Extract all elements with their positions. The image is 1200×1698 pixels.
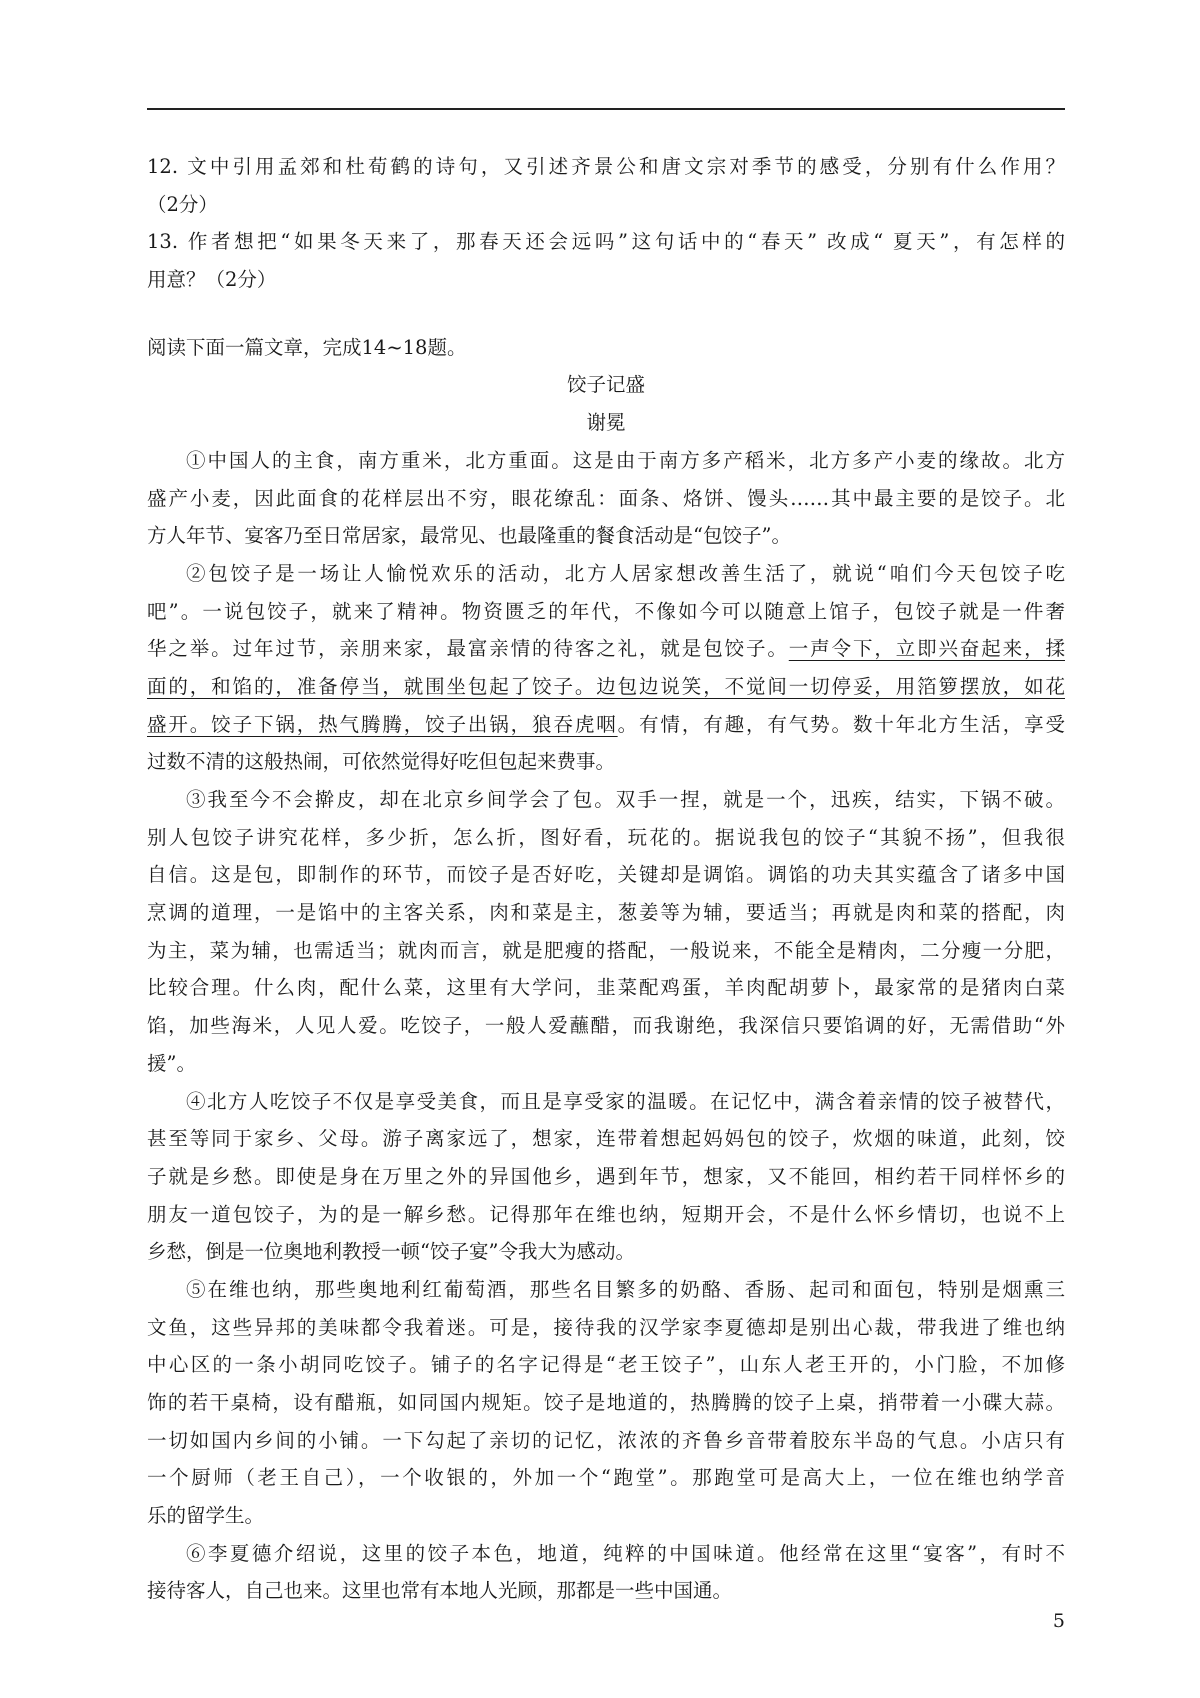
question-13-line-1: 13. 作者想把“如果冬天来了，那春天还会远吗”这句话中的“春天” 改成“ 夏天”，有怎样的 [147,230,1065,254]
paragraph-3-line-6: 比较合理。什么肉，配什么菜，这里有大学问，韭菜配鸡蛋，羊肉配胡萝卜，最家常的是猪肉白菜 [147,976,1065,1000]
paragraph-1 [147,442,1065,555]
paragraph-1-line-1: ①中国人的主食，南方重米，北方重面。这是由于南方多产稻米，北方多产小麦的缘故。北方 [186,448,1065,472]
paragraph-6 [147,1535,1065,1610]
question-13 [147,223,1065,298]
paragraph-5-line-3: 中心区的一条小胡同吃饺子。铺子的名字记得是“老王饺子”，山东人老王开的，小门脸，不加修 [147,1353,1065,1377]
paragraph-3-line-1: ③我至今不会擀皮，却在北京乡间学会了包。双手一捏，就是一个，迅疾，结实，下锅不破。 [186,788,1065,811]
paragraph-3-line-8: 援”。 [147,1051,196,1075]
paragraph-3-line-7: 馅，加些海米，人见人爱。吃饺子，一般人爱蘸醋，而我谢绝，我深信只要馅调的好，无需借助“外 [147,1014,1065,1038]
paragraph-2 [147,555,1065,781]
paragraph-4-line-4: 朋友一道包饺子，为的是一解乡愁。记得那年在维也纳，短期开会，不是什么怀乡情切，也说不上 [147,1202,1065,1226]
underlined-passage-end: 盛开。饺子下锅，热气腾腾，饺子出锅，狼吞虎咽 [147,712,618,736]
paragraph-5-line-1: ⑤在维也纳，那些奥地利红葡萄酒，那些名目繁多的奶酪、香肠、起司和面包，特别是烟熏三 [186,1277,1065,1301]
paragraph-2-line-5 [147,706,1065,744]
paragraph-2-line-5-text: 。有情，有趣，有气势。数十年北方生活，享受 [617,712,1065,736]
paragraph-3-line-3: 自信。这是包，即制作的环节，而饺子是否好吃，关键却是调馅。调馅的功夫其实蕴含了诸多中国 [147,863,1065,887]
underlined-passage-start: 一声令下，立即兴奋起来，揉 [788,637,1065,661]
underlined-passage-middle: 面的，和馅的，准备停当，就围坐包起了饺子。边包边说笑，不觉间一切停妥，用箔箩摆放，如花 [147,674,1065,698]
paragraph-1-line-2: 盛产小麦，因此面食的花样层出不穷，眼花缭乱：面条、烙饼、馒头……其中最主要的是饺子。北 [147,486,1065,510]
reading-instruction: 阅读下面一篇文章，完成14~18题。 [147,335,467,359]
paragraph-3-line-5: 为主，菜为辅，也需适当；就肉而言，就是肥瘦的搭配，一般说来，不能全是精肉，二分瘦一分肥， [147,938,1065,962]
document-body [147,148,1065,1610]
paragraph-2-line-6: 过数不清的这般热闹，可依然觉得好吃但包起来费事。 [147,750,616,774]
article-author: 谢冕 [586,411,626,435]
question-12-line-1: 12. 文中引用孟郊和杜荀鹤的诗句，又引述齐景公和唐文宗对季节的感受，分别有什么作用？ [147,155,1065,178]
paragraph-4-line-5: 乡愁，倒是一位奥地利教授一顿“饺子宴”令我大为感动。 [147,1240,635,1264]
paragraph-2-line-3-text: 华之举。过年过节，亲朋来家，最富亲情的待客之礼，就是包饺子。 [147,637,789,661]
paragraph-6-line-1: ⑥李夏德介绍说，这里的饺子本色，地道，纯粹的中国味道。他经常在这里“宴客”，有时不 [186,1541,1065,1565]
question-12 [147,148,1065,223]
paragraph-3 [147,781,1065,1083]
paragraph-6-line-2: 接待客人，自己也来。这里也常有本地人光顾，那都是一些中国通。 [147,1579,733,1603]
page-number: 5 [1052,1610,1065,1632]
paragraph-5-line-4: 饰的若干桌椅，设有醋瓶，如同国内规矩。饺子是地道的，热腾腾的饺子上桌，捎带着一小碟大蒜。 [147,1391,1065,1414]
paragraph-5-line-7: 乐的留学生。 [147,1504,265,1528]
paragraph-2-line-2: 吧”。一说包饺子，就来了精神。物资匮乏的年代，不像如今可以随意上馆子，包饺子就是一件奢 [147,599,1065,623]
header-rule [147,108,1065,110]
paragraph-5-line-2: 文鱼，这些异邦的美味都令我着迷。可是，接待我的汉学家李夏德却是别出心裁，带我进了维也纳 [147,1315,1065,1339]
paragraph-4-line-3: 子就是乡愁。即使是身在万里之外的异国他乡，遇到年节，想家，又不能回，相约若干同样怀乡的 [147,1164,1065,1188]
paragraph-5 [147,1271,1065,1535]
paragraph-5-line-6: 一个厨师（老王自己），一个收银的，外加一个“跑堂”。那跑堂可是高大上，一位在维也纳学音 [147,1466,1065,1490]
paragraph-4 [147,1083,1065,1271]
question-12-line-2: （2分） [147,192,218,216]
paragraph-2-line-1: ②包饺子是一场让人愉悦欢乐的活动，北方人居家想改善生活了，就说“咱们今天包饺子吃 [186,561,1065,585]
question-13-line-2: 用意？（2分） [147,268,277,292]
paragraph-2-line-3 [147,630,1065,668]
paragraph-5-line-5: 一切如国内乡间的小铺。一下勾起了亲切的记忆，浓浓的齐鲁乡音带着胶东半岛的气息。小店只有 [147,1428,1065,1452]
paragraph-1-line-3: 方人年节、宴客乃至日常居家，最常见、也最隆重的餐食活动是“包饺子”。 [147,524,791,548]
paragraph-4-line-1: ④北方人吃饺子不仅是享受美食，而且是享受家的温暖。在记忆中，满含着亲情的饺子被替代， [186,1089,1065,1113]
paragraph-4-line-2: 甚至等同于家乡、父母。游子离家远了，想家，连带着想起妈妈包的饺子，炊烟的味道，此刻，饺 [147,1127,1065,1151]
article-title: 饺子记盛 [566,373,645,397]
paragraph-3-line-2: 别人包饺子讲究花样，多少折，怎么折，图好看，玩花的。据说我包的饺子“其貌不扬”，但我很 [147,825,1065,849]
paragraph-3-line-4: 烹调的道理，一是馅中的主客关系，肉和菜是主，葱姜等为辅，要适当；再就是肉和菜的搭配，肉 [147,901,1065,925]
